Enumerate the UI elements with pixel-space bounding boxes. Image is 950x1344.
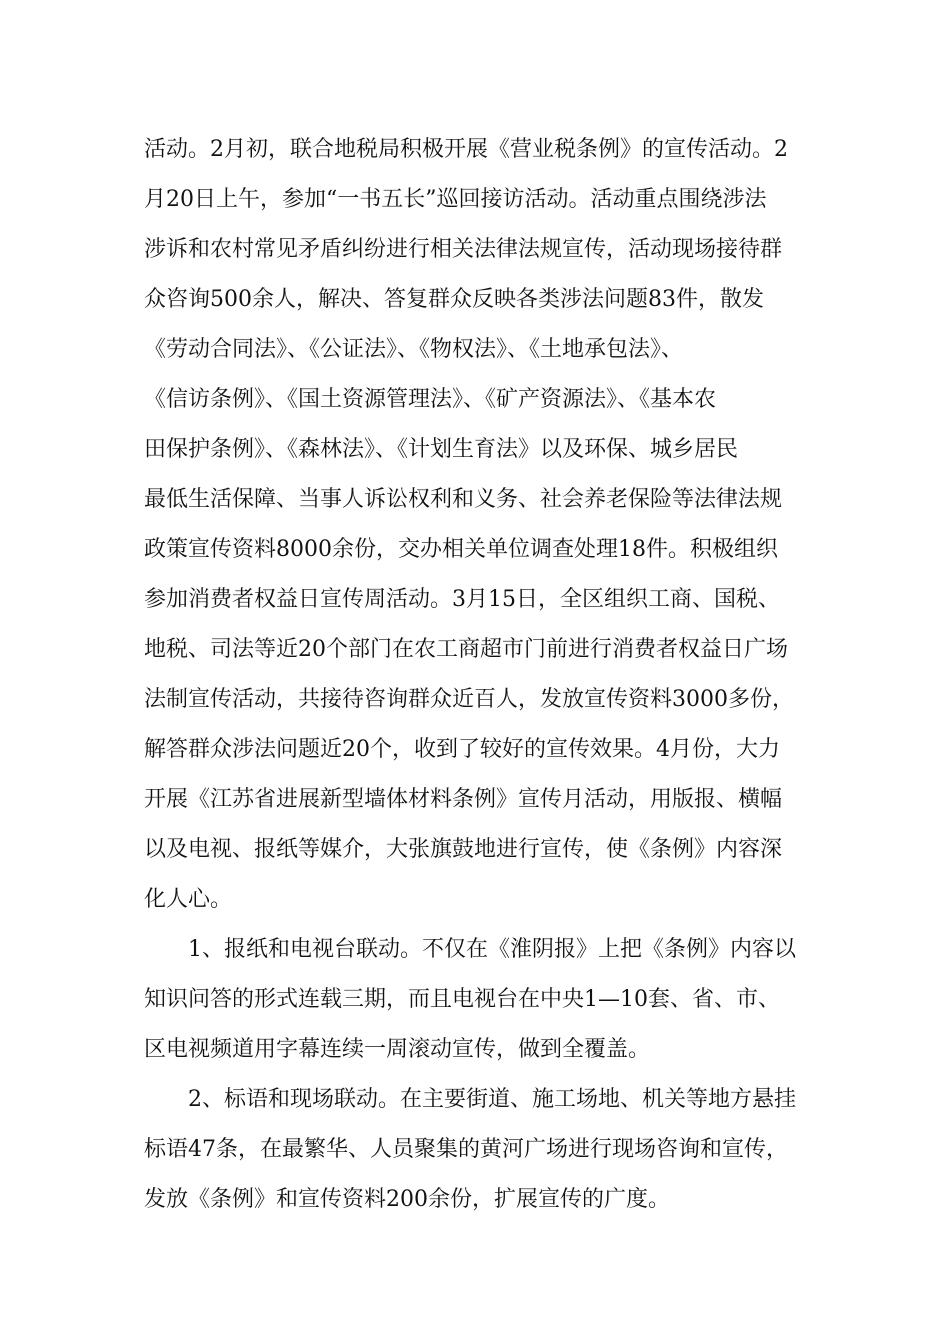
text-line: 地税、司法等近20个部门在农工商超市门前进行消费者权益日广场 — [144, 637, 788, 662]
text-line: 发放《条例》和宣传资料200余份，扩展宣传的广度。 — [144, 1187, 670, 1212]
text-line: 《信访条例》、《国土资源管理法》、《矿产资源法》、《基本农 — [144, 387, 717, 412]
text-line: 活动。2月初，联合地税局积极开展《营业税条例》的宣传活动。2 — [144, 137, 788, 162]
text-line: 众咨询500余人，解决、答复群众反映各类涉法问题83件，散发 — [144, 287, 764, 312]
text-line: 田保护条例》、《森林法》、《计划生育法》以及环保、城乡居民 — [144, 437, 739, 462]
text-line: 涉诉和农村常见矛盾纠纷进行相关法律法规宣传，活动现场接待群 — [144, 237, 783, 262]
text-line: 月20日上午，参加“一书五长”巡回接访活动。活动重点围绕涉法 — [144, 187, 767, 212]
text-line: 化人心。 — [144, 887, 233, 912]
text-line: 《劳动合同法》、《公证法》、《物权法》、《土地承包法》、 — [144, 337, 684, 362]
text-line: 法制宣传活动，共接待咨询群众近百人，发放宣传资料3000多份， — [144, 687, 794, 712]
text-line: 以及电视、报纸等媒介，大张旗鼓地进行宣传，使《条例》内容深 — [144, 837, 783, 862]
text-line: 知识问答的形式连载三期，而且电视台在中央1—10套、省、市、 — [144, 987, 780, 1012]
text-line: 最低生活保障、当事人诉讼权利和义务、社会养老保险等法律法规 — [144, 487, 783, 512]
text-line: 标语47条，在最繁华、人员聚集的黄河广场进行现场咨询和宣传， — [144, 1137, 788, 1162]
text-line: 参加消费者权益日宣传周活动。3月15日，全区组织工商、国税、 — [144, 587, 780, 612]
text-line: 政策宣传资料8000余份，交办相关单位调查处理18件。积极组织 — [144, 537, 778, 562]
text-line: 解答群众涉法问题近20个，收到了较好的宣传效果。4月份，大力 — [144, 737, 780, 762]
text-line: 2、标语和现场联动。在主要街道、施工场地、机关等地方悬挂 — [188, 1087, 796, 1112]
text-line: 1、报纸和电视台联动。不仅在《淮阴报》上把《条例》内容以 — [188, 937, 796, 962]
text-line: 区电视频道用字幕连续一周滚动宣传，做到全覆盖。 — [144, 1037, 651, 1062]
text-line: 开展《江苏省进展新型墙体材料条例》宣传月活动，用版报、横幅 — [144, 787, 783, 812]
